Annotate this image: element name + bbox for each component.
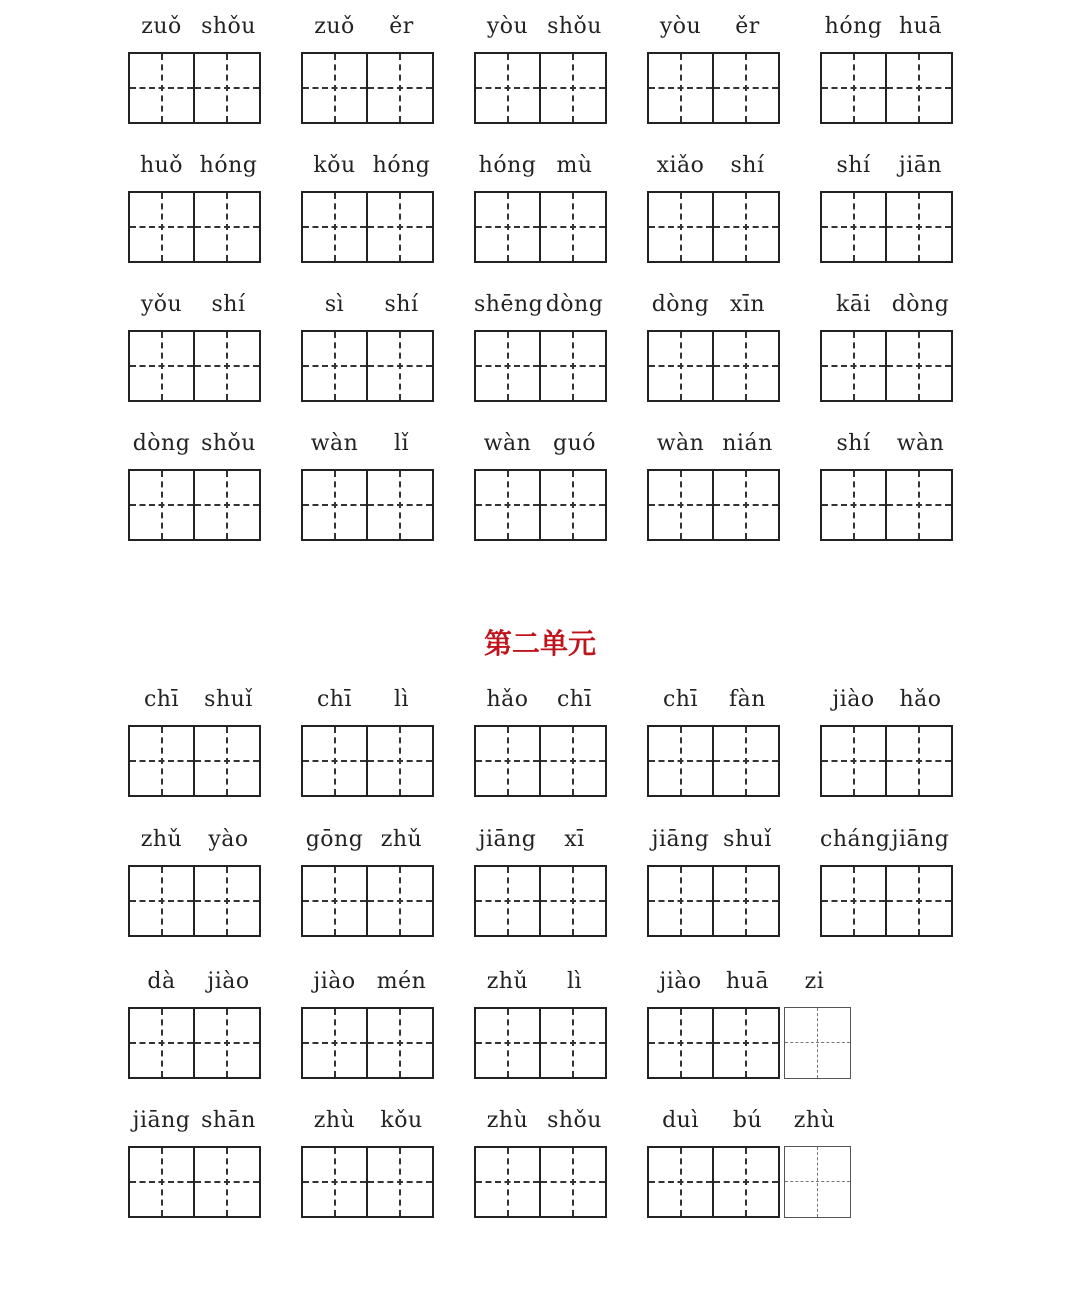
pinyin-syllable: cháng — [820, 827, 891, 852]
tianzige-box[interactable] — [195, 725, 261, 797]
writing-grid — [301, 725, 434, 797]
writing-grid — [820, 191, 953, 263]
tianzige-box[interactable] — [368, 469, 434, 541]
tianzige-box[interactable] — [128, 52, 195, 124]
writing-grid — [820, 469, 953, 541]
tianzige-box[interactable] — [301, 725, 368, 797]
word-row — [128, 12, 988, 122]
pinyin-syllable: jiāng — [891, 827, 950, 852]
pinyin-syllable: gōng — [305, 827, 364, 852]
pinyin-syllable: shí — [730, 153, 765, 178]
word-item — [647, 1106, 857, 1216]
pinyin-syllable: wàn — [896, 431, 945, 456]
word-row — [128, 825, 988, 935]
tianzige-box[interactable] — [474, 725, 541, 797]
tianzige-box[interactable] — [541, 725, 607, 797]
pinyin-syllable: guó — [553, 431, 596, 456]
tianzige-box[interactable] — [301, 865, 368, 937]
writing-grid — [647, 725, 780, 797]
pinyin-syllable: dà — [147, 969, 176, 994]
pinyin-syllable: kǒu — [313, 153, 356, 178]
pinyin-syllable: shí — [836, 431, 871, 456]
writing-grid — [128, 469, 261, 541]
tianzige-box[interactable] — [820, 191, 887, 263]
tianzige-box[interactable] — [195, 865, 261, 937]
tianzige-box[interactable] — [714, 469, 780, 541]
pinyin-syllable: shuǐ — [204, 687, 253, 712]
pinyin-syllable: zuǒ — [314, 14, 355, 39]
unit-title: 第二单元 — [483, 627, 596, 660]
pinyin-syllable: lǐ — [393, 431, 410, 456]
pinyin-syllable: dòng — [545, 292, 604, 317]
tianzige-box[interactable] — [128, 865, 195, 937]
tianzige-box[interactable] — [887, 191, 953, 263]
tianzige-box[interactable] — [784, 1146, 851, 1218]
writing-grid — [820, 52, 953, 124]
pinyin-syllable: dòng — [132, 431, 191, 456]
pinyin-syllable: duì — [662, 1108, 699, 1133]
writing-grid — [301, 330, 434, 402]
tianzige-box[interactable] — [128, 1146, 195, 1218]
pinyin-syllable: yǒu — [140, 292, 183, 317]
word-item — [820, 151, 1030, 261]
pinyin-syllable: hóng — [478, 153, 537, 178]
tianzige-box[interactable] — [647, 725, 714, 797]
pinyin-syllable: huā — [726, 969, 769, 994]
pinyin-syllable: chī — [556, 687, 593, 712]
tianzige-box[interactable] — [714, 52, 780, 124]
writing-grid — [301, 1007, 434, 1079]
pinyin-syllable: shuǐ — [723, 827, 772, 852]
pinyin-syllable: shí — [211, 292, 246, 317]
tianzige-box[interactable] — [647, 52, 714, 124]
tianzige-box[interactable] — [195, 1007, 261, 1079]
tianzige-box[interactable] — [714, 725, 780, 797]
pinyin-syllable: jiān — [898, 153, 943, 178]
writing-grid — [301, 1146, 434, 1218]
pinyin-syllable: hǎo — [899, 687, 942, 712]
writing-grid — [301, 191, 434, 263]
writing-grid — [128, 330, 261, 402]
tianzige-box[interactable] — [714, 1007, 780, 1079]
pinyin-syllable: zuǒ — [141, 14, 182, 39]
writing-grid — [474, 865, 607, 937]
pinyin-syllable: shǒu — [547, 1108, 602, 1133]
pinyin-syllable: zhù — [486, 1108, 529, 1133]
tianzige-box[interactable] — [647, 1146, 714, 1218]
word-row — [128, 151, 988, 261]
pinyin-syllable: zhǔ — [380, 827, 423, 852]
writing-grid — [301, 52, 434, 124]
pinyin-syllable: wàn — [483, 431, 532, 456]
pinyin-syllable: yào — [208, 827, 249, 852]
pinyin-syllable: kǒu — [380, 1108, 423, 1133]
tianzige-box[interactable] — [195, 330, 261, 402]
tianzige-box[interactable] — [474, 865, 541, 937]
pinyin-syllable: xī — [564, 827, 585, 852]
word-row — [128, 967, 988, 1077]
pinyin-syllable: hǎo — [486, 687, 529, 712]
tianzige-box[interactable] — [368, 865, 434, 937]
pinyin-syllable: kāi — [836, 292, 871, 317]
writing-grid — [301, 469, 434, 541]
pinyin-syllable: jiāng — [651, 827, 710, 852]
pinyin-syllable: jiào — [313, 969, 356, 994]
writing-grid — [647, 330, 780, 402]
tianzige-box[interactable] — [128, 469, 195, 541]
tianzige-box[interactable] — [128, 725, 195, 797]
writing-grid — [474, 1146, 607, 1218]
tianzige-box[interactable] — [887, 865, 953, 937]
writing-grid — [647, 191, 780, 263]
tianzige-box[interactable] — [368, 1007, 434, 1079]
tianzige-box[interactable] — [301, 330, 368, 402]
pinyin-syllable: bú — [732, 1108, 763, 1133]
word-row — [128, 290, 988, 400]
pinyin-syllable: zi — [804, 969, 825, 994]
tianzige-box[interactable] — [368, 52, 434, 124]
tianzige-box[interactable] — [714, 1146, 780, 1218]
tianzige-box[interactable] — [820, 330, 887, 402]
word-item — [820, 290, 1030, 400]
pinyin-syllable: zhǔ — [140, 827, 183, 852]
pinyin-syllable: shí — [836, 153, 871, 178]
pinyin-syllable: xiǎo — [656, 153, 705, 178]
tianzige-box[interactable] — [714, 865, 780, 937]
word-item — [820, 12, 1030, 122]
tianzige-box[interactable] — [368, 725, 434, 797]
writing-grid — [820, 865, 953, 937]
writing-grid — [128, 1007, 261, 1079]
tianzige-box[interactable] — [541, 1007, 607, 1079]
word-row — [128, 685, 988, 795]
tianzige-box[interactable] — [301, 469, 368, 541]
tianzige-box[interactable] — [647, 865, 714, 937]
pinyin-syllable: hóng — [199, 153, 258, 178]
tianzige-box[interactable] — [541, 330, 607, 402]
writing-grid — [128, 1146, 261, 1218]
word-row — [128, 1106, 988, 1216]
word-item — [820, 825, 1030, 935]
pinyin-syllable: wàn — [310, 431, 359, 456]
pinyin-syllable: jiào — [659, 969, 702, 994]
pinyin-syllable: nián — [722, 431, 773, 456]
tianzige-box[interactable] — [820, 469, 887, 541]
pinyin-syllable: ěr — [389, 14, 414, 39]
tianzige-box[interactable] — [887, 725, 953, 797]
pinyin-syllable: hóng — [824, 14, 883, 39]
tianzige-box[interactable] — [195, 52, 261, 124]
pinyin-syllable: shí — [384, 292, 419, 317]
pinyin-syllable: chī — [662, 687, 699, 712]
tianzige-box[interactable] — [301, 1146, 368, 1218]
pinyin-syllable: dòng — [891, 292, 950, 317]
tianzige-box[interactable] — [301, 52, 368, 124]
pinyin-syllable: jiào — [832, 687, 875, 712]
tianzige-box[interactable] — [368, 191, 434, 263]
tianzige-box[interactable] — [474, 191, 541, 263]
tianzige-box[interactable] — [474, 1007, 541, 1079]
pinyin-syllable: zhù — [793, 1108, 836, 1133]
pinyin-syllable: yòu — [486, 14, 529, 39]
pinyin-syllable: zhù — [313, 1108, 356, 1133]
tianzige-box[interactable] — [820, 52, 887, 124]
tianzige-box[interactable] — [887, 469, 953, 541]
writing-grid — [128, 52, 261, 124]
pinyin-syllable: shǒu — [547, 14, 602, 39]
pinyin-syllable: shēng — [474, 292, 544, 317]
pinyin-syllable: dòng — [651, 292, 710, 317]
writing-grid — [128, 725, 261, 797]
tianzige-box[interactable] — [195, 1146, 261, 1218]
pinyin-syllable: lì — [566, 969, 583, 994]
word-item — [647, 967, 857, 1077]
pinyin-syllable: chī — [316, 687, 353, 712]
writing-grid — [474, 1007, 607, 1079]
pinyin-syllable: mén — [376, 969, 427, 994]
tianzige-box[interactable] — [474, 52, 541, 124]
pinyin-syllable: ěr — [735, 14, 760, 39]
tianzige-box[interactable] — [541, 469, 607, 541]
pinyin-syllable: hóng — [372, 153, 431, 178]
tianzige-box[interactable] — [820, 725, 887, 797]
pinyin-syllable: shǒu — [201, 14, 256, 39]
writing-grid — [647, 1007, 851, 1079]
tianzige-box[interactable] — [887, 52, 953, 124]
tianzige-box[interactable] — [784, 1007, 851, 1079]
tianzige-box[interactable] — [541, 52, 607, 124]
writing-grid — [474, 52, 607, 124]
writing-grid — [474, 330, 607, 402]
tianzige-box[interactable] — [301, 191, 368, 263]
tianzige-box[interactable] — [368, 1146, 434, 1218]
tianzige-box[interactable] — [887, 330, 953, 402]
pinyin-syllable: jiāng — [132, 1108, 191, 1133]
tianzige-box[interactable] — [541, 865, 607, 937]
tianzige-box[interactable] — [128, 191, 195, 263]
pinyin-syllable: jiào — [207, 969, 250, 994]
writing-grid — [647, 1146, 851, 1218]
tianzige-box[interactable] — [541, 1146, 607, 1218]
pinyin-syllable: shān — [201, 1108, 256, 1133]
tianzige-box[interactable] — [195, 191, 261, 263]
pinyin-syllable: lì — [393, 687, 410, 712]
pinyin-syllable: yòu — [659, 14, 702, 39]
pinyin-syllable: wàn — [656, 431, 705, 456]
writing-grid — [474, 469, 607, 541]
tianzige-box[interactable] — [714, 330, 780, 402]
tianzige-box[interactable] — [647, 469, 714, 541]
tianzige-box[interactable] — [820, 865, 887, 937]
tianzige-box[interactable] — [474, 330, 541, 402]
writing-grid — [301, 865, 434, 937]
writing-grid — [474, 191, 607, 263]
word-item — [820, 429, 1030, 539]
tianzige-box[interactable] — [128, 330, 195, 402]
tianzige-box[interactable] — [368, 330, 434, 402]
word-row — [128, 429, 988, 539]
pinyin-syllable: fàn — [729, 687, 766, 712]
tianzige-box[interactable] — [647, 330, 714, 402]
pinyin-syllable: shǒu — [201, 431, 256, 456]
tianzige-box[interactable] — [541, 191, 607, 263]
tianzige-box[interactable] — [474, 1146, 541, 1218]
pinyin-syllable: chī — [143, 687, 180, 712]
writing-grid — [820, 330, 953, 402]
pinyin-syllable: xīn — [729, 292, 766, 317]
writing-grid — [128, 191, 261, 263]
writing-grid — [647, 469, 780, 541]
tianzige-box[interactable] — [195, 469, 261, 541]
tianzige-box[interactable] — [647, 191, 714, 263]
pinyin-syllable: huǒ — [139, 153, 184, 178]
pinyin-syllable: jiāng — [478, 827, 537, 852]
pinyin-syllable: zhǔ — [486, 969, 529, 994]
pinyin-syllable: mù — [556, 153, 593, 178]
tianzige-box[interactable] — [474, 469, 541, 541]
pinyin-syllable: huā — [899, 14, 942, 39]
writing-grid — [474, 725, 607, 797]
tianzige-box[interactable] — [714, 191, 780, 263]
pinyin-syllable: sì — [324, 292, 345, 317]
tianzige-box[interactable] — [128, 1007, 195, 1079]
writing-grid — [647, 865, 780, 937]
writing-grid — [820, 725, 953, 797]
tianzige-box[interactable] — [647, 1007, 714, 1079]
tianzige-box[interactable] — [301, 1007, 368, 1079]
word-item — [820, 685, 1030, 795]
writing-grid — [128, 865, 261, 937]
writing-grid — [647, 52, 780, 124]
